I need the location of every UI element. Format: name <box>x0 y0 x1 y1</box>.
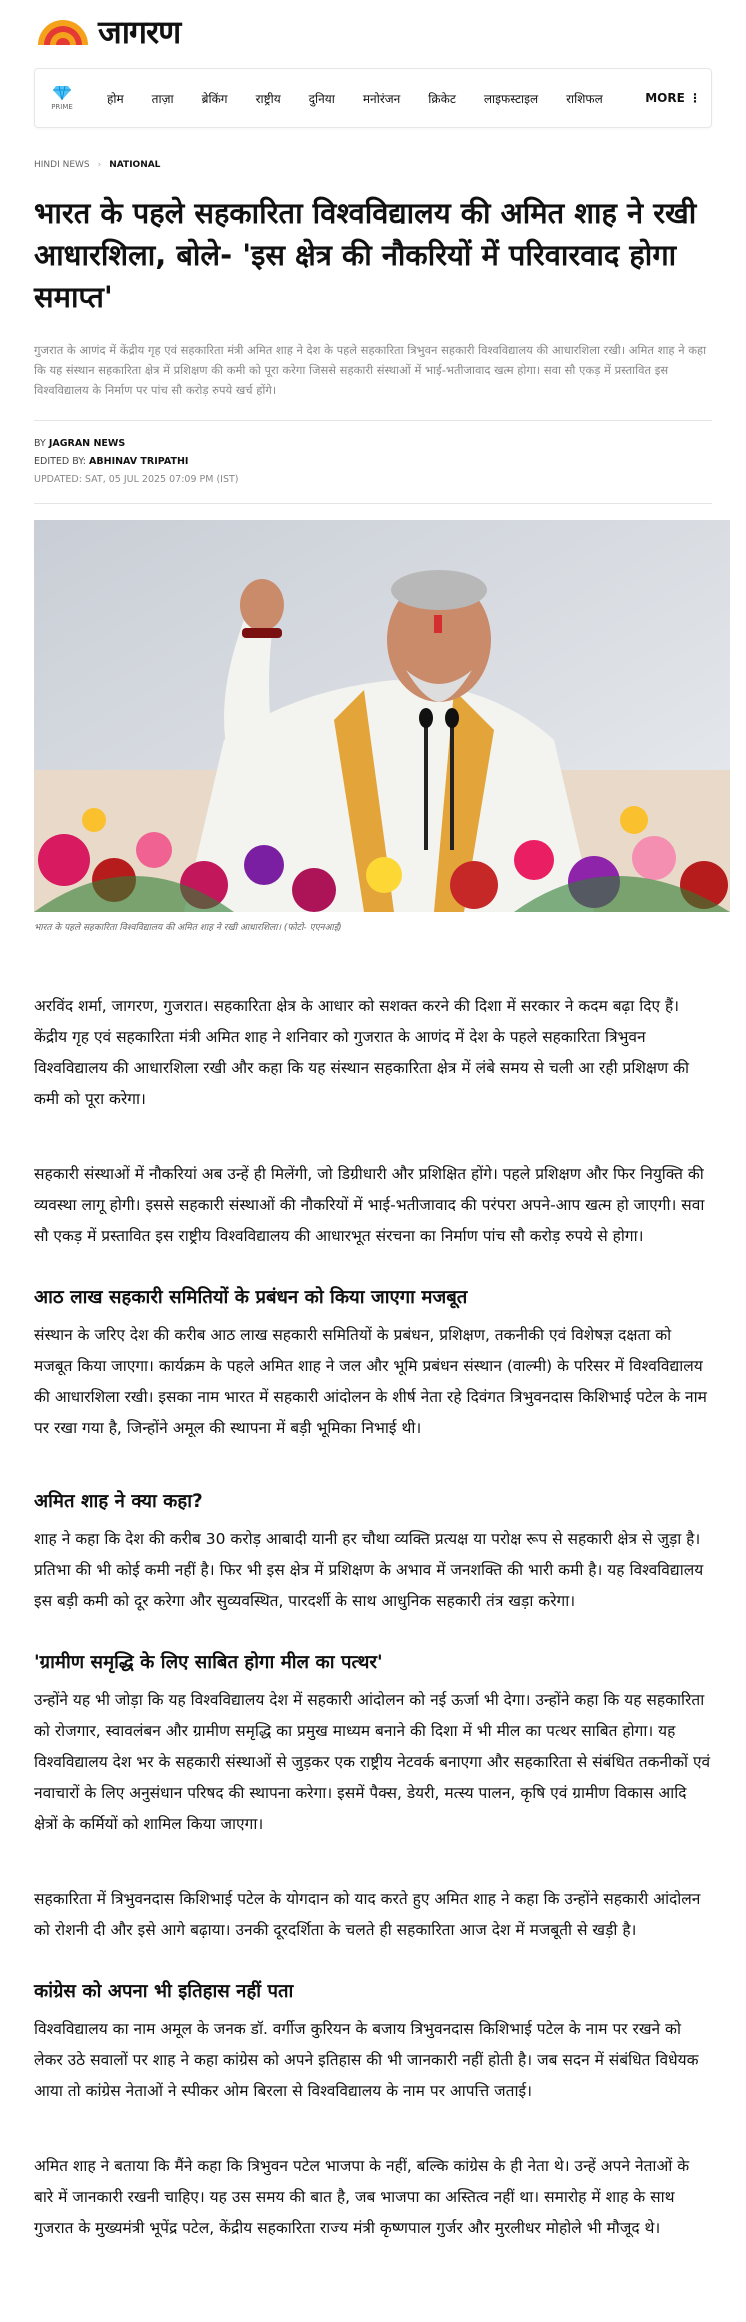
article-paragraph: शाह ने कहा कि देश की करीब 30 करोड़ आबादी यानी हर चौथा व्यक्ति प्रत्यक्ष या परोक्ष रूप से सहकारी क्षेत्र से जुड़ा है। प्रतिभा की भी कोई कमी नहीं है। फिर भी इस क्षेत्र में प्रशिक्षण के अभाव में जनशक्ति की भारी कमी है। यह विश्वविद्यालय इस बड़ी कमी को दूर करेगा और सुव्यवस्थित, पारदर्शी के साथ आधुनिक सहकारी तंत्र खड़ा करेगा। <box>34 1530 704 1610</box>
nav-item-breaking[interactable]: ब्रेकिंग <box>201 91 228 106</box>
section-heading: कांग्रेस को अपना भी इतिहास नहीं पता <box>34 1981 294 2002</box>
article-hero-image[interactable] <box>34 520 730 912</box>
article-paragraph: विश्वविद्यालय का नाम अमूल के जनक डॉ. वर्गीज कुरियन के बजाय त्रिभुवनदास किशिभाई पटेल के नाम पर रखने को लेकर उठे सवालों पर शाह ने कहा कांग्रेस को अपने इतिहास की भी जानकारी नहीं होती है। जब सदन में संबंधित विधेयक आया तो कांग्रेस नेताओं ने स्पीकर ओम बिरला से विश्वविद्यालय के नाम पर आपत्ति जताई। <box>34 2020 699 2100</box>
breadcrumb-home[interactable]: HINDI NEWS <box>34 160 90 170</box>
site-header <box>0 0 746 62</box>
divider <box>34 420 712 421</box>
prime-diamond-icon <box>52 85 72 101</box>
article-paragraph: अमित शाह ने बताया कि मैंने कहा कि त्रिभुवन पटेल भाजपा के नहीं, बल्कि कांग्रेस के ही नेता थे। उन्हें अपने नेताओं के बारे में जानकारी रखनी चाहिए। यह उस समय की बात है, जब भाजपा का अस्तित्व नहीं था। समारोह में शाह के साथ गुजरात के मुख्यमंत्री भूपेंद्र पटेल, केंद्रीय सहकारिता राज्य मंत्री कृष्णपाल गुर्जर और मुरलीधर मोहोले भी मौजूद थे। <box>34 2157 690 2237</box>
divider <box>34 503 712 504</box>
logo-text: जागरण <box>98 12 181 51</box>
nav-item-national[interactable]: राष्ट्रीय <box>255 91 281 106</box>
section-heading: 'ग्रामीण समृद्धि के लिए साबित होगा मील का पत्थर' <box>34 1652 383 1673</box>
nav-item-cricket[interactable]: क्रिकेट <box>428 91 456 106</box>
article-summary: गुजरात के आणंद में केंद्रीय गृह एवं सहकारिता मंत्री अमित शाह ने देश के पहले सहकारिता त्रिभुवन सहकारी विश्वविद्यालय की आधारशिला रखी। अमित शाह ने कहा कि यह संस्थान सहकारिता क्षेत्र में प्रशिक्षण की कमी को पूरा करेगा जिससे सहकारी संस्थाओं में भाई-भतीजावाद खत्म होगा। सवा सौ एकड़ में प्रस्तावित इस विश्वविद्यालय के निर्माण पर पांच सौ करोड़ रुपये खर्च होंगे। <box>34 343 707 397</box>
nav-items <box>93 90 635 107</box>
image-caption: भारत के पहले सहकारिता विश्वविद्यालय की अमित शाह ने रखी आधारशिला। (फोटो- एएनआई) <box>34 923 342 933</box>
site-logo[interactable] <box>34 10 180 53</box>
nav-item-lifestyle[interactable]: लाइफस्टाइल <box>483 91 539 106</box>
section-heading: अमित शाह ने क्या कहा? <box>34 1491 203 1512</box>
speaker-photo-illustration <box>34 520 730 912</box>
nav-item-entertainment[interactable]: मनोरंजन <box>362 91 401 106</box>
nav-more-button[interactable]: MORE ⋮ <box>645 91 701 105</box>
nav-item-horoscope[interactable]: राशिफल <box>566 91 603 106</box>
article-paragraph: सहकारी संस्थाओं में नौकरियां अब उन्हें ही मिलेंगी, जो डिग्रीधारी और प्रशिक्षित होंगे। पहले प्रशिक्षण और फिर नियुक्ति की व्यवस्था लागू होगी। इससे सहकारी संस्थाओं की नौकरियों में भाई-भतीजावाद की परंपरा अपने-आप खत्म हो जाएगी। सवा सौ एकड़ में प्रस्तावित इस राष्ट्रीय विश्वविद्यालय की आधारभूत संरचना का निर्माण पांच सौ करोड़ रुपये से होगा। <box>34 1165 705 1245</box>
updated-timestamp: UPDATED: SAT, 05 JUL 2025 07:09 PM (IST) <box>34 474 239 485</box>
section-heading: आठ लाख सहकारी समितियों के प्रबंधन को किया जाएगा मजबूत <box>34 1287 468 1308</box>
article-paragraph: अरविंद शर्मा, जागरण, गुजरात। सहकारिता क्षेत्र के आधार को सशक्त करने की दिशा में सरकार ने कदम बढ़ा दिए हैं। केंद्रीय गृह एवं सहकारिता मंत्री अमित शाह ने शनिवार को गुजरात के आणंद में देश के पहले सहकारिता त्रिभुवन विश्वविद्यालय की आधारशिला रखी और कहा कि यह संस्थान सहकारिता क्षेत्र में लंबे समय से चली आ रही प्रशिक्षण की कमी को पूरा करेगा। <box>34 997 690 1108</box>
breadcrumb-separator-icon: › <box>97 160 102 170</box>
prime-link[interactable] <box>45 85 79 111</box>
author-name[interactable]: JAGRAN NEWS <box>48 438 126 449</box>
article-title: भारत के पहले सहकारिता विश्वविद्यालय की अमित शाह ने रखी आधारशिला, बोले- 'इस क्षेत्र की नौकरियों में परिवारवाद होगा समाप्त' <box>34 196 697 314</box>
article-byline <box>34 435 712 489</box>
article-paragraph: उन्होंने यह भी जोड़ा कि यह विश्वविद्यालय देश में सहकारी आंदोलन को नई ऊर्जा भी देगा। उन्होंने कहा कि यह सहकारिता को रोजगार, स्वावलंबन और ग्रामीण समृद्धि का प्रमुख माध्यम बनाने की दिशा में भी मील का पत्थर साबित होगा। यह विश्वविद्यालय देश भर के सहकारी संस्थाओं से जुड़कर एक राष्ट्रीय नेटवर्क बनाएगा और सहकारिता से संबंधित तकनीकों एवं नवाचारों के लिए अनुसंधान परिषद की स्थापना करेगा। इसमें पैक्स, डेयरी, मत्स्य पालन, कृषि एवं ग्रामीण विकास आदि क्षेत्रों के कर्मियों को शामिल किया जाएगा। <box>34 1691 711 1833</box>
article-body <box>34 991 712 2244</box>
article-paragraph: संस्थान के जरिए देश की करीब आठ लाख सहकारी समितियों के प्रबंधन, प्रशिक्षण, तकनीकी एवं विशेषज्ञ दक्षता को मजबूत किया जाएगा। कार्यक्रम के पहले अमित शाह ने जल और भूमि प्रबंधन संस्थान (वाल्मी) के परिसर में विश्वविद्यालय की आधारशिला रखी। इसका नाम भारत में सहकारी आंदोलन के शीर्ष नेता रहे दिवंगत त्रिभुवनदास किशिभाई पटेल के नाम पर रखा गया है, जिन्होंने अमूल की स्थापना में बड़ी भूमिका निभाई थी। <box>34 1326 707 1437</box>
nav-item-home[interactable]: होम <box>107 91 124 106</box>
sun-logo-icon <box>34 15 92 47</box>
nav-item-latest[interactable]: ताज़ा <box>151 91 174 106</box>
nav-item-world[interactable]: दुनिया <box>308 91 335 106</box>
article-paragraph: सहकारिता में त्रिभुवनदास किशिभाई पटेल के योगदान को याद करते हुए अमित शाह ने कहा कि उन्होंने सहकारी आंदोलन को रोशनी दी और इसे आगे बढ़ाया। उनकी दूरदर्शिता के चलते ही सहकारिता आज देश में मजबूती से खड़ी है। <box>34 1890 701 1939</box>
breadcrumb-current[interactable]: NATIONAL <box>109 160 161 170</box>
author-line: BY JAGRAN NEWS <box>34 438 126 449</box>
editor-line: EDITED BY: ABHINAV TRIPATHI <box>34 456 189 467</box>
breadcrumb <box>34 160 712 170</box>
prime-label: PRIME <box>51 103 73 111</box>
main-navigation <box>34 68 712 128</box>
editor-name[interactable]: ABHINAV TRIPATHI <box>89 456 189 467</box>
